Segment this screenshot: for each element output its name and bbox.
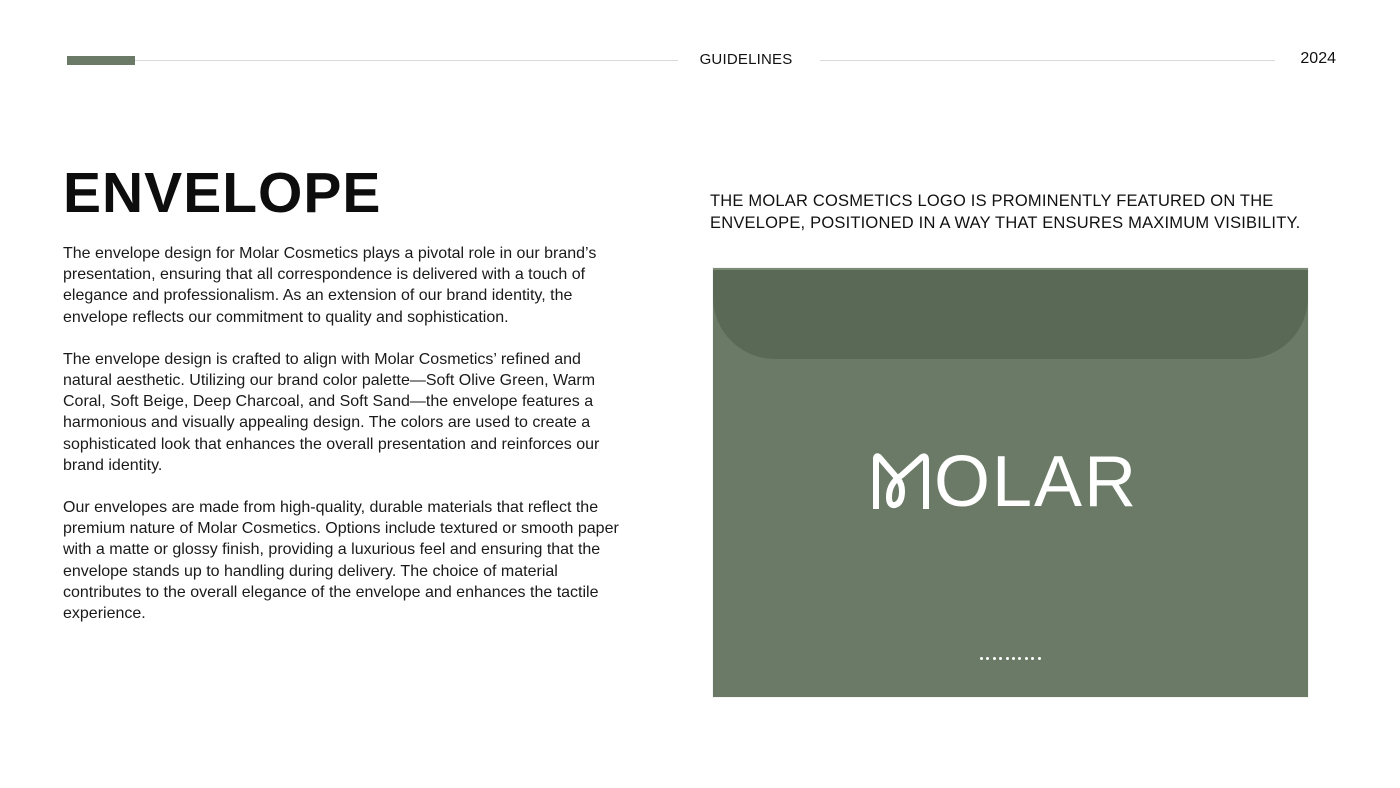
envelope-dot — [1012, 657, 1015, 660]
body-paragraph: The envelope design for Molar Cosmetics plays a pivotal role in our brand’s presentation, ensuring that all correspondence is delivered with a touch of elegance and professionalism. As an extension of our brand identity, the envelope reflects our commitment to quality and sophistication. — [63, 245, 597, 326]
envelope-dot-row — [980, 657, 1041, 660]
header-divider-right — [820, 60, 1275, 61]
logo-wordmark: OLAR — [934, 442, 1139, 522]
header-divider-left — [135, 60, 678, 61]
brand-logo — [871, 442, 1139, 522]
envelope-dot — [1038, 657, 1041, 660]
body-paragraph: The envelope design is crafted to align with Molar Cosmetics’ refined and natural aesthetic. Utilizing our brand color palette—Soft Olive Green, Warm Coral, Soft Beige, Deep Charcoal, and Soft Sand—the envelope features a harmonious and visually appealing design. The colors are used to create a sophisticated look that enhances the overall presentation and reinforces our brand identity. — [63, 350, 600, 474]
envelope-flap — [713, 268, 1308, 359]
envelope-dot — [999, 657, 1002, 660]
envelope-dot — [993, 657, 996, 660]
header-year: 2024 — [1300, 50, 1336, 67]
header-section-label: GUIDELINES — [699, 51, 793, 68]
envelope-dot — [1031, 657, 1034, 660]
envelope-dot — [980, 657, 983, 660]
stylized-m-icon — [871, 453, 933, 511]
mockup-caption: THE MOLAR COSMETICS LOGO IS PROMINENTLY FEATURED ON THE ENVELOPE, POSITIONED IN A WAY THAT ENSURES MAXIMUM VISIBILITY. — [710, 192, 1301, 232]
envelope-dot — [1018, 657, 1021, 660]
body-paragraph: Our envelopes are made from high-quality, durable materials that reflect the premium nature of Molar Cosmetics. Options include textured or smooth paper with a matte or glossy finish, providing a luxurious feel and ensuring that the envelope stands up to handling during delivery. The choice of material contributes to the overall elegance of the envelope and enhances the tactile experience. — [63, 499, 619, 623]
page-title: ENVELOPE — [63, 161, 382, 225]
envelope-mockup — [713, 268, 1308, 697]
envelope-dot — [1006, 657, 1009, 660]
envelope-dot — [986, 657, 989, 660]
header-accent-bar — [67, 56, 135, 65]
body-copy — [63, 243, 629, 645]
envelope-dot — [1025, 657, 1028, 660]
